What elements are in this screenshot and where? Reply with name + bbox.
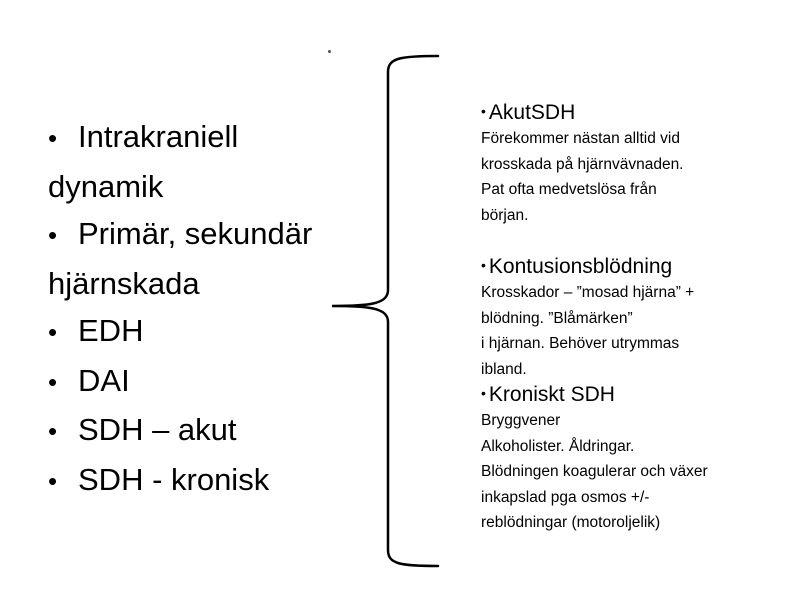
heading-text: AkutSDH [488, 101, 576, 124]
heading-text: Kontusionsblödning [488, 255, 673, 278]
list-item-text: hjärnskada [48, 265, 200, 301]
body-line: början. [481, 206, 529, 224]
section-akut-sdh [481, 98, 781, 228]
body-line: reblödningar (motoroljelik) [481, 514, 661, 531]
body-line: Blödningen koagulerar och växer [481, 463, 708, 480]
bullet: • [48, 317, 58, 347]
body-line: ibland. [481, 360, 527, 378]
body-line: Krosskador – ”mosad hjärna” + [481, 284, 695, 301]
body-line: krosskada på hjärnvävnaden. [481, 155, 684, 173]
body-line: Förekommer nästan alltid vid [481, 130, 680, 147]
section-body [481, 126, 781, 228]
body-line: blödning. ”Blåmärken” [481, 309, 633, 327]
bullet: • [48, 366, 58, 397]
list-item-text: Primär, sekundär [78, 216, 313, 251]
body-line: i hjärnan. Behöver utrymmas [481, 335, 680, 352]
bullet: • [481, 103, 486, 119]
body-line: Bryggvener [481, 412, 561, 429]
list-item-text: EDH [78, 313, 144, 348]
bullet: • [48, 220, 58, 250]
list-item-text: dynamik [48, 168, 164, 204]
list-item-text: SDH - kronisk [78, 461, 270, 497]
heading-text: Kroniskt SDH [488, 383, 615, 406]
bullet: • [48, 123, 58, 153]
section-body [481, 280, 781, 382]
section-kroniskt-sdh [481, 380, 781, 536]
section-kontusionsblodning [481, 252, 781, 382]
body-line: Pat ofta medvetslösa från [481, 181, 657, 198]
section-body [481, 408, 781, 536]
body-line: Alkoholister. Åldringar. [481, 437, 635, 455]
section-heading [481, 252, 781, 280]
bullet: • [48, 416, 58, 446]
section-heading [481, 380, 781, 408]
body-line: inkapslad pga osmos +/- [481, 488, 650, 506]
bullet: • [48, 465, 58, 496]
bullet: • [481, 385, 486, 401]
bullet: • [481, 257, 486, 273]
list-item-text: DAI [78, 362, 130, 398]
list-item-text: Intrakraniell [78, 119, 239, 154]
section-heading [481, 98, 781, 126]
list-item-text: SDH – akut [78, 412, 237, 447]
